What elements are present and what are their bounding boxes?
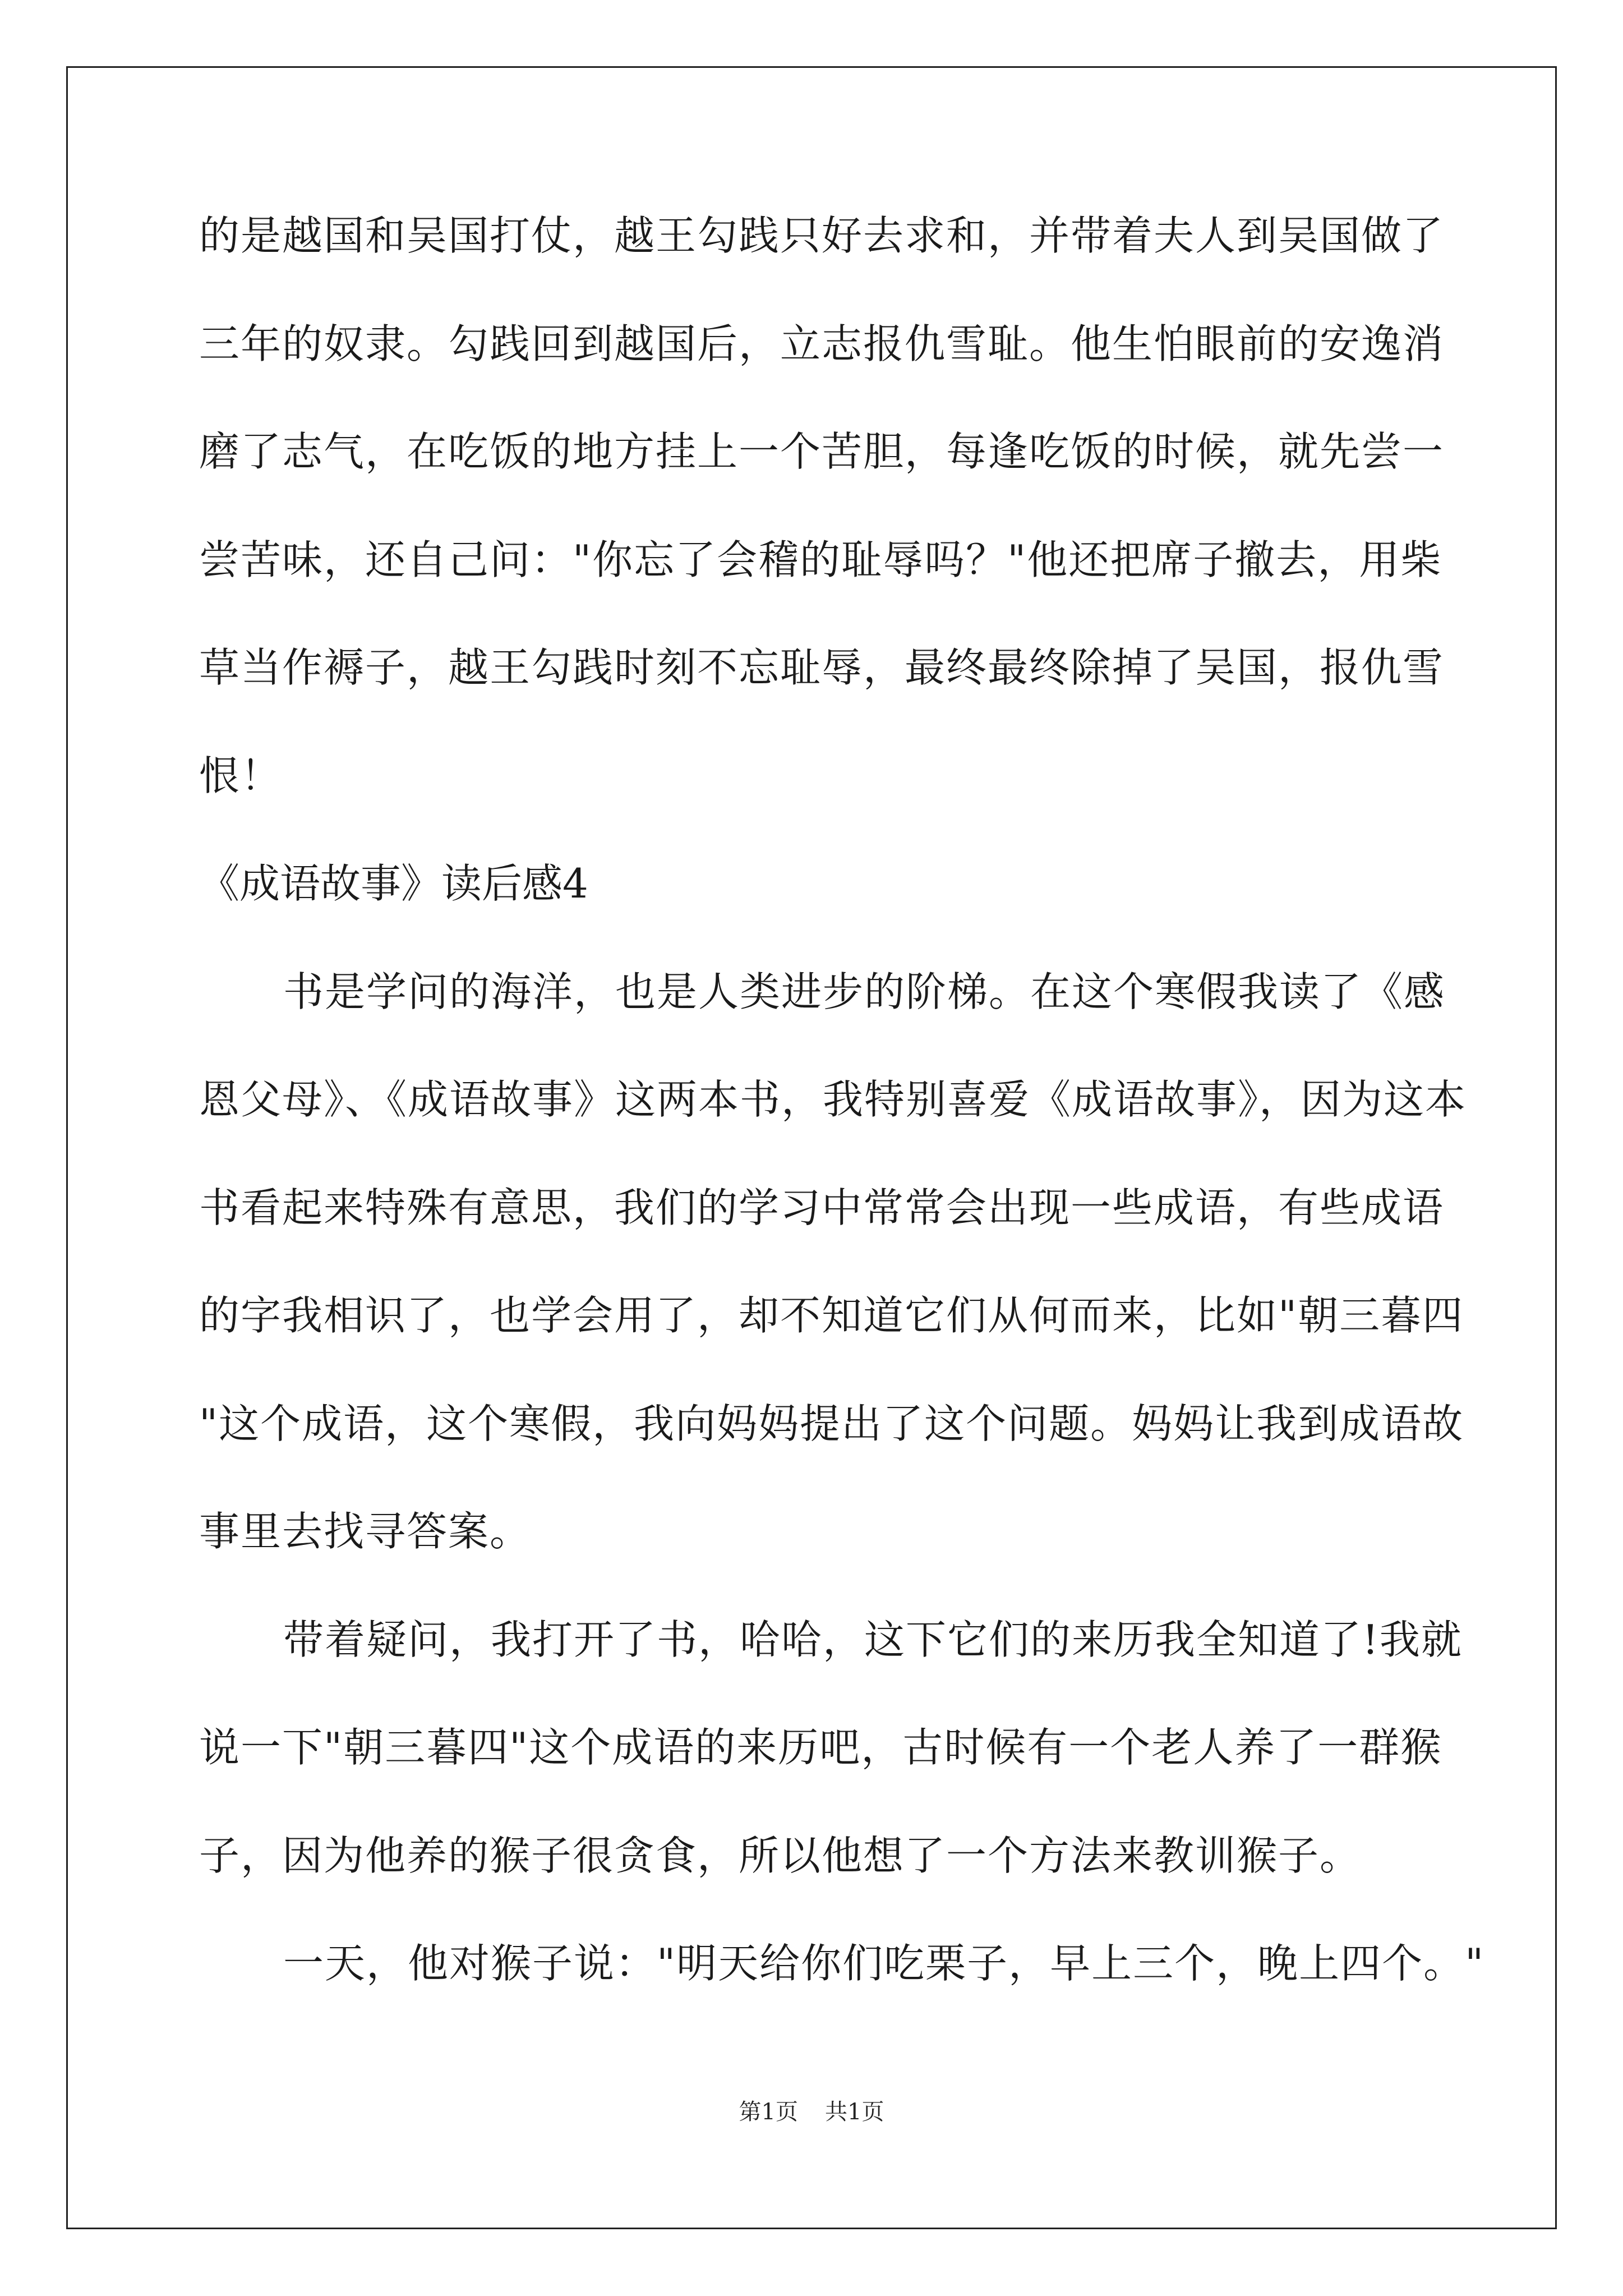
text-line: 恨！ (199, 752, 283, 799)
text-line: 草当作褥子，越王勾践时刻不忘耻辱，最终最终除掉了吴国，报仇雪 (199, 644, 1445, 691)
text-line: 恩父母》、《成语故事》这两本书，我特别喜爱《成语故事》，因为这本 (199, 1076, 1467, 1123)
paragraph-first-line: 带着疑问，我打开了书，哈哈，这下它们的来历我全知道了!我就 (283, 1616, 1463, 1663)
text-line: 书看起来特殊有意思，我们的学习中常常会出现一些成语，有些成语 (199, 1184, 1445, 1231)
text-line: 子，因为他养的猴子很贪食，所以他想了一个方法来教训猴子。 (199, 1832, 1362, 1879)
text-line: 的是越国和吴国打仗，越王勾践只好去求和，并带着夫人到吴国做了 (199, 212, 1445, 259)
paragraph-first-line: 书是学问的海洋，也是人类进步的阶梯。在这个寒假我读了《感 (283, 968, 1446, 1015)
text-line: 尝苦味，还自己问："你忘了会稽的耻辱吗？"他还把席子撤去，用柴 (199, 536, 1442, 583)
document-body (199, 212, 1485, 2049)
text-line: 磨了志气，在吃饭的地方挂上一个苦胆，每逢吃饭的时候，就先尝一 (199, 428, 1445, 475)
text-line: 说一下"朝三暮四"这个成语的来历吧，古时候有一个老人养了一群猴 (199, 1724, 1442, 1771)
page-number: 第1页 (739, 2099, 798, 2125)
text-line: 的字我相识了，也学会用了，却不知道它们从何而来，比如"朝三暮四 (199, 1292, 1464, 1339)
section-heading: 《成语故事》读后感4 (199, 860, 588, 907)
text-line: "这个成语，这个寒假，我向妈妈提出了这个问题。妈妈让我到成语故 (199, 1400, 1464, 1447)
text-line: 事里去找寻答案。 (199, 1508, 532, 1555)
text-line: 三年的奴隶。勾践回到越国后，立志报仇雪耻。他生怕眼前的安逸消 (199, 320, 1445, 367)
page-total: 共1页 (825, 2099, 884, 2125)
page-footer (0, 2098, 1623, 2126)
paragraph-first-line: 一天，他对猴子说："明天给你们吃栗子，早上三个，晚上四个。" (283, 1940, 1485, 1987)
